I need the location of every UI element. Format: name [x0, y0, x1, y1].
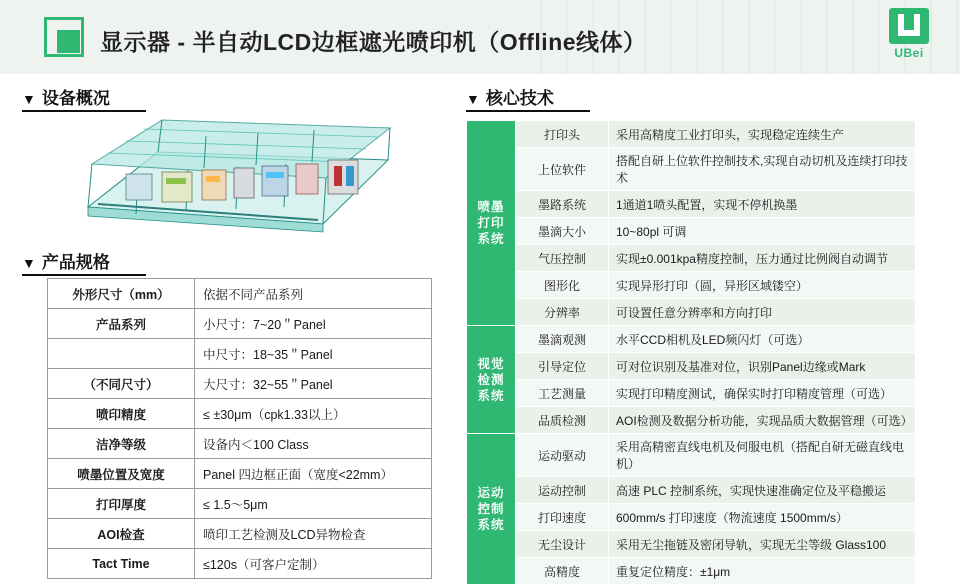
table-row [48, 309, 432, 339]
core-key: 引导定位 [516, 353, 609, 380]
triangle-down-icon: ▼ [22, 255, 36, 271]
core-key: 打印头 [516, 121, 609, 148]
section-heading-spec-label: 产品规格 [41, 253, 110, 272]
company-logo [880, 8, 938, 66]
core-key: 品质检测 [516, 407, 609, 434]
triangle-down-icon: ▼ [22, 91, 36, 107]
spec-key: 打印厚度 [48, 489, 195, 519]
table-row [48, 369, 432, 399]
spec-value: ≤ 1.5～5μm [195, 489, 432, 519]
product-spec-table-body [48, 279, 432, 579]
spec-key: 外形尺寸（mm） [48, 279, 195, 309]
core-key: 墨滴观测 [516, 326, 609, 353]
table-row [467, 504, 916, 531]
core-key: 墨滴大小 [516, 218, 609, 245]
section-heading-overview-label: 设备概况 [41, 89, 110, 108]
table-row [48, 519, 432, 549]
spec-key [48, 339, 195, 369]
group-label-vision [467, 326, 516, 434]
group-label-line: 系统 [477, 388, 505, 403]
table-row [467, 272, 916, 299]
equipment-illustration-svg [78, 112, 398, 247]
table-row [467, 558, 916, 585]
core-technology-table-body [467, 121, 916, 585]
core-value: 高速 PLC 控制系统，实现快速准确定位及平稳搬运 [609, 477, 916, 504]
spec-value: 依据不同产品系列 [195, 279, 432, 309]
table-row [467, 326, 916, 353]
spec-key: AOI检查 [48, 519, 195, 549]
group-label-line: 运动 [477, 486, 505, 500]
core-value: AOI检测及数据分析功能，实现品质大数据管理（可选） [609, 407, 916, 434]
spec-value: 中尺寸：18~35＂Panel [195, 339, 432, 369]
spec-value: 喷印工艺检测及LCD异物检查 [195, 519, 432, 549]
table-row [48, 549, 432, 579]
core-value: 1通道1喷头配置，实现不停机换墨 [609, 191, 916, 218]
table-row [467, 353, 916, 380]
spec-key: 喷墨位置及宽度 [48, 459, 195, 489]
core-key: 分辨率 [516, 299, 609, 326]
table-row [467, 148, 916, 191]
core-key: 运动控制 [516, 477, 609, 504]
core-value: 采用高精度工业打印头，实现稳定连续生产 [609, 121, 916, 148]
core-value: 可对位识别及基准对位，识别Panel边缘或Mark [609, 353, 916, 380]
spec-value: 大尺寸：32~55＂Panel [195, 369, 432, 399]
section-rule-spec [22, 274, 146, 276]
core-value: 采用高精密直线电机及伺服电机（搭配自研无磁直线电机） [609, 434, 916, 477]
core-key: 打印速度 [516, 504, 609, 531]
group-label-line: 检测 [477, 372, 505, 387]
core-value: 10~80pl 可调 [609, 218, 916, 245]
core-key: 气压控制 [516, 245, 609, 272]
table-row [467, 299, 916, 326]
core-value: 采用无尘拖链及密闭导轨，实现无尘等级 Glass100 [609, 531, 916, 558]
core-value: 搭配自研上位软件控制技术,实现自动切机及连续打印技术 [609, 148, 916, 191]
logo-mark-icon [889, 8, 929, 44]
spec-value: ≤ ±30μm（cpk1.33以上） [195, 399, 432, 429]
core-value: 实现异形打印（圆，异形区域镂空） [609, 272, 916, 299]
section-heading-core [466, 84, 554, 113]
spec-key: 洁净等级 [48, 429, 195, 459]
table-row [48, 429, 432, 459]
logo-text: UBei [894, 46, 924, 60]
group-label-line: 控制 [477, 502, 505, 516]
section-heading-overview [22, 84, 110, 113]
table-row [467, 218, 916, 245]
group-label-inkjet [467, 121, 516, 326]
product-spec-table [47, 278, 432, 579]
group-label-motion [467, 434, 516, 585]
table-row [48, 459, 432, 489]
core-value: 实现打印精度测试，确保实时打印精度管理（可选） [609, 380, 916, 407]
table-row [467, 121, 916, 148]
section-heading-core-label: 核心技术 [485, 89, 554, 108]
core-value: 可设置任意分辨率和方向打印 [609, 299, 916, 326]
section-heading-spec [22, 248, 110, 277]
core-technology-table [466, 120, 916, 585]
page-title: 显示器 - 半自动LCD边框遮光喷印机（Offline线体） [100, 29, 647, 55]
table-row [48, 489, 432, 519]
spec-key: Tact Time [48, 549, 195, 579]
group-label-line: 系统 [477, 232, 505, 246]
core-key: 无尘设计 [516, 531, 609, 558]
table-row [467, 477, 916, 504]
spec-key: 产品系列 [48, 309, 195, 339]
spec-key: 喷印精度 [48, 399, 195, 429]
table-row [467, 380, 916, 407]
table-row [48, 399, 432, 429]
table-row [467, 407, 916, 434]
core-value: 600mm/s 打印速度（物流速度 1500mm/s） [609, 504, 916, 531]
table-row [467, 434, 916, 477]
group-label-line: 打印 [477, 216, 505, 230]
header-accent-square-icon [44, 17, 84, 57]
core-key: 高精度 [516, 558, 609, 585]
core-key: 上位软件 [516, 148, 609, 191]
core-key: 墨路系统 [516, 191, 609, 218]
spec-value: 小尺寸：7~20＂Panel [195, 309, 432, 339]
core-key: 运动驱动 [516, 434, 609, 477]
equipment-illustration [78, 112, 398, 247]
core-key: 工艺测量 [516, 380, 609, 407]
group-label-line: 系统 [477, 518, 505, 532]
core-value: 重复定位精度：±1μm [609, 558, 916, 585]
group-label-line: 喷墨 [477, 200, 505, 214]
page-header [0, 0, 960, 74]
table-row [467, 191, 916, 218]
spec-value: Panel 四边框正面（宽度<22mm） [195, 459, 432, 489]
triangle-down-icon: ▼ [466, 91, 480, 107]
table-row [48, 339, 432, 369]
table-row [48, 279, 432, 309]
spec-value: 设备内＜100 Class [195, 429, 432, 459]
core-value: 水平CCD相机及LED频闪灯（可选） [609, 326, 916, 353]
core-value: 实现±0.001kpa精度控制，压力通过比例阀自动调节 [609, 245, 916, 272]
core-key: 图形化 [516, 272, 609, 299]
section-rule-core [466, 110, 590, 112]
spec-value: ≤120s（可客户定制） [195, 549, 432, 579]
table-row [467, 245, 916, 272]
table-row [467, 531, 916, 558]
group-label-line: 视觉 [477, 356, 505, 371]
spec-key: （不同尺寸） [48, 369, 195, 399]
